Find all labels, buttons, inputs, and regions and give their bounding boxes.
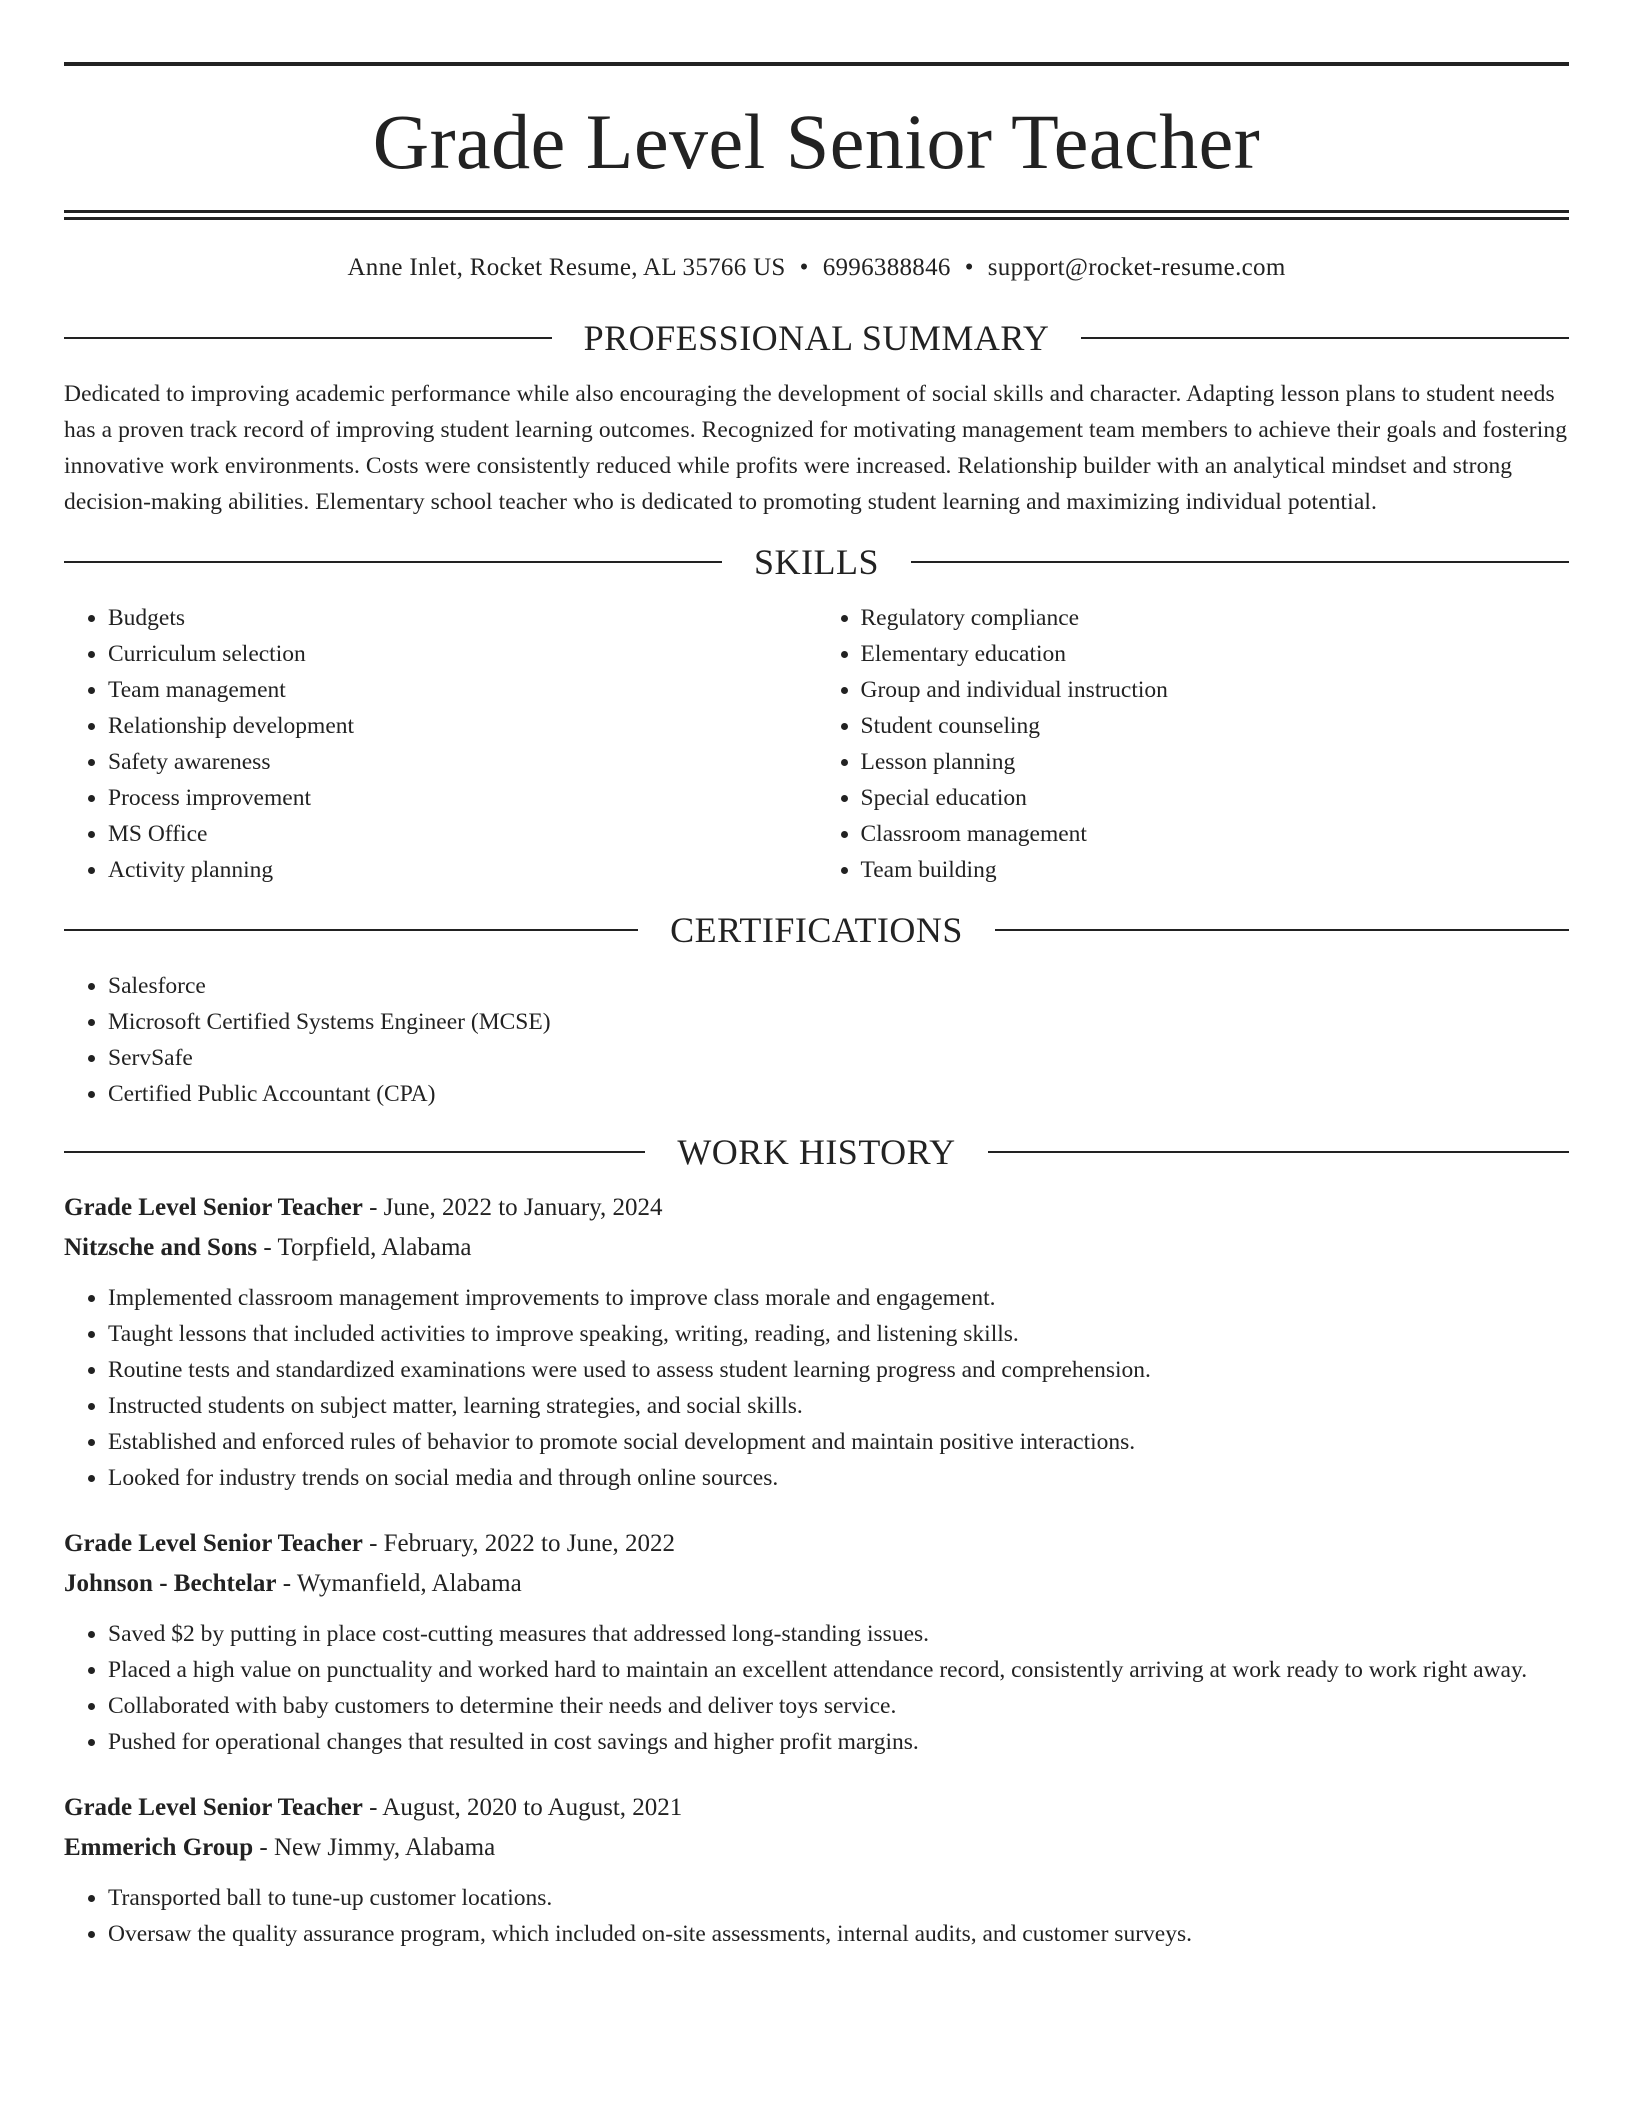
contact-separator: • <box>964 254 974 281</box>
divider-line <box>911 561 1569 563</box>
job-entry <box>64 1524 1569 1760</box>
contact-email[interactable]: support@rocket-resume.com <box>987 254 1286 281</box>
list-item: • Safety awareness <box>108 744 817 780</box>
skills-heading: SKILLS <box>754 542 880 582</box>
list-item: • Team building <box>861 852 1570 888</box>
certifications-list <box>64 968 1569 1112</box>
contact-separator: • <box>799 254 809 281</box>
list-item: • Regulatory compliance <box>861 600 1570 636</box>
job-dates: August, 2020 to August, 2021 <box>382 1794 683 1821</box>
divider-line <box>1081 337 1569 339</box>
list-item: • Lesson planning <box>861 744 1570 780</box>
list-item: • Implemented classroom management improvements to improve class morale and engagement. <box>108 1280 1569 1316</box>
list-item: • Curriculum selection <box>108 636 817 672</box>
list-item: • ServSafe <box>108 1040 1569 1076</box>
page-title: Grade Level Senior Teacher <box>372 98 1261 185</box>
job-title-line: Grade Level Senior Teacher - February, 2022 to June, 2022 <box>64 1530 676 1557</box>
job-dates: June, 2022 to January, 2024 <box>383 1194 663 1221</box>
list-item: • Pushed for operational changes that resulted in cost savings and higher profit margins. <box>108 1724 1569 1760</box>
title-double-rule <box>64 210 1569 220</box>
divider-line <box>64 337 552 339</box>
skills-section-header <box>64 540 1569 584</box>
contact-line <box>64 250 1569 286</box>
list-item: • Saved $2 by putting in place cost-cutting measures that addressed long-standing issues. <box>108 1616 1569 1652</box>
list-item: • Oversaw the quality assurance program, which included on-site assessments, internal audits, and customer surveys. <box>108 1916 1569 1952</box>
job-company: Emmerich Group <box>64 1834 254 1861</box>
summary-text: Dedicated to improving academic performance while also encouraging the development of social skills and character. Adapting lesson plans to student needs has a proven track record of improving student learning outcomes. Recognized for motivating management team members to achieve their goals and fostering innovative work environments. Costs were consistently reduced while profits were increased. Relationship builder with an analytical mindset and strong decision-making abilities. Elementary school teacher who is dedicated to promoting student learning and maximizing individual potential. <box>64 381 1568 515</box>
job-title: Grade Level Senior Teacher <box>64 1194 363 1221</box>
skills-columns <box>64 600 1569 888</box>
list-item: • Established and enforced rules of behavior to promote social development and maintain positive interactions. <box>108 1424 1569 1460</box>
job-bullets <box>64 1280 1569 1496</box>
divider-line <box>64 1151 645 1153</box>
job-location: Wymanfield, Alabama <box>296 1570 522 1597</box>
job-bullets <box>64 1880 1569 1952</box>
resume-page <box>64 0 1569 1952</box>
list-item: • Group and individual instruction <box>861 672 1570 708</box>
list-item: • Salesforce <box>108 968 1569 1004</box>
list-item: • Collaborated with baby customers to determine their needs and deliver toys service. <box>108 1688 1569 1724</box>
list-item: • Taught lessons that included activities to improve speaking, writing, reading, and listening skills. <box>108 1316 1569 1352</box>
job-bullets <box>64 1616 1569 1760</box>
job-title: Grade Level Senior Teacher <box>64 1794 363 1821</box>
job-company: Johnson - Bechtelar <box>64 1570 277 1597</box>
list-item: • Student counseling <box>861 708 1570 744</box>
skills-list-right <box>817 600 1570 888</box>
job-company: Nitzsche and Sons <box>64 1234 258 1261</box>
list-item: • Placed a high value on punctuality and worked hard to maintain an excellent attendance record, consistently arriving at work ready to work right away. <box>108 1652 1569 1688</box>
job-title-line: Grade Level Senior Teacher - June, 2022 to January, 2024 <box>64 1194 663 1221</box>
list-item: • Microsoft Certified Systems Engineer (MCSE) <box>108 1004 1569 1040</box>
job-title: Grade Level Senior Teacher <box>64 1530 363 1557</box>
divider-line <box>988 1151 1569 1153</box>
list-item: • Activity planning <box>108 852 817 888</box>
job-title-line: Grade Level Senior Teacher - August, 2020 to August, 2021 <box>64 1794 683 1821</box>
job-location: New Jimmy, Alabama <box>273 1834 496 1861</box>
contact-phone: 6996388846 <box>822 254 951 281</box>
list-item: • Relationship development <box>108 708 817 744</box>
job-dates: February, 2022 to June, 2022 <box>383 1530 676 1557</box>
job-company-line: Emmerich Group - New Jimmy, Alabama <box>64 1834 496 1861</box>
list-item: • Team management <box>108 672 817 708</box>
list-item: • Elementary education <box>861 636 1570 672</box>
divider-line <box>995 929 1569 931</box>
summary-heading: PROFESSIONAL SUMMARY <box>583 318 1050 358</box>
skills-column-left <box>64 600 817 888</box>
job-company-line: Johnson - Bechtelar - Wymanfield, Alabama <box>64 1570 522 1597</box>
contact-address: Anne Inlet, Rocket Resume, AL 35766 US <box>347 254 786 281</box>
list-item: • Looked for industry trends on social media and through online sources. <box>108 1460 1569 1496</box>
divider-line <box>64 929 638 931</box>
certifications-heading: CERTIFICATIONS <box>670 910 963 950</box>
list-item: • Budgets <box>108 600 817 636</box>
list-item: • Process improvement <box>108 780 817 816</box>
job-entry <box>64 1788 1569 1952</box>
list-item: • Classroom management <box>861 816 1570 852</box>
list-item: • Instructed students on subject matter, learning strategies, and social skills. <box>108 1388 1569 1424</box>
work-section-header <box>64 1130 1569 1174</box>
work-heading: WORK HISTORY <box>677 1132 956 1172</box>
skills-list-left <box>64 600 817 888</box>
list-item: • Special education <box>861 780 1570 816</box>
summary-section-header <box>64 316 1569 360</box>
divider-line <box>64 561 722 563</box>
list-item: • Transported ball to tune-up customer locations. <box>108 1880 1569 1916</box>
job-entry <box>64 1188 1569 1496</box>
certifications-section-header <box>64 908 1569 952</box>
job-company-line: Nitzsche and Sons - Torpfield, Alabama <box>64 1234 472 1261</box>
list-item: • MS Office <box>108 816 817 852</box>
list-item: • Routine tests and standardized examinations were used to assess student learning progress and comprehension. <box>108 1352 1569 1388</box>
skills-column-right <box>817 600 1570 888</box>
list-item: • Certified Public Accountant (CPA) <box>108 1076 1569 1112</box>
job-location: Torpfield, Alabama <box>277 1234 472 1261</box>
